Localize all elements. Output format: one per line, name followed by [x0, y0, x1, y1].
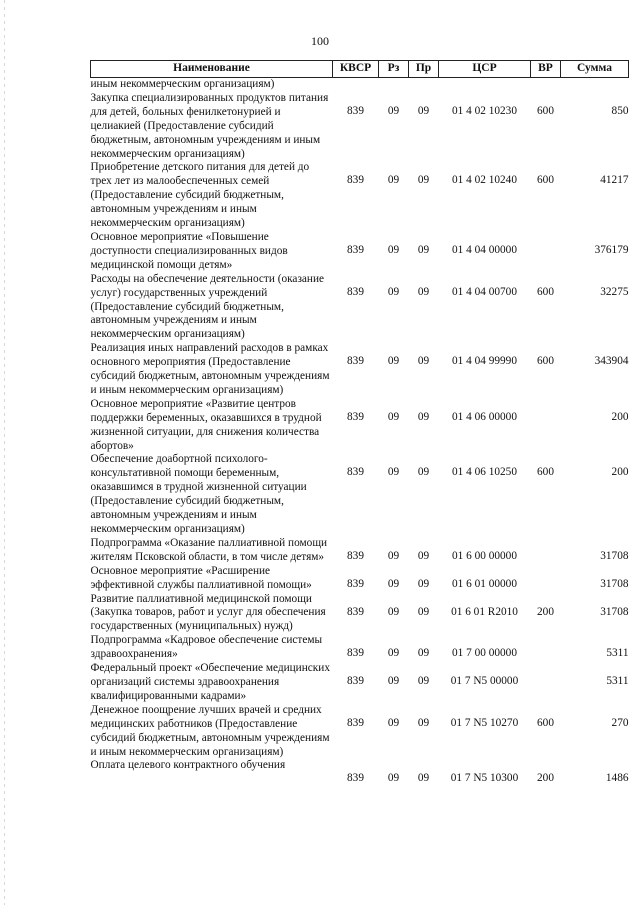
row-csr: 01 4 04 00700 — [452, 285, 517, 298]
row-rz: 09 — [387, 104, 400, 117]
row-pr: 09 — [417, 647, 430, 660]
row-pr: 09 — [417, 675, 430, 688]
row-vr — [531, 231, 561, 273]
row-vr: 600 — [537, 104, 554, 117]
row-rz: 09 — [387, 410, 400, 423]
header-vr: ВР — [531, 61, 561, 78]
row-csr: 01 6 00 00000 — [452, 549, 517, 562]
row-vr — [531, 565, 561, 593]
row-name: Основное мероприятие «Развитие центров поддержки беременных, оказавшихся в трудной жизненной ситуации, для снижения количества абортов» — [90, 397, 322, 452]
row-name: Расходы на обеспечение деятельности (оказание услуг) государственных учреждений (Предоставление субсидий бюджетным, автономным учреждениям и иным некоммерческим организациям) — [90, 272, 325, 341]
row-kvsr: 839 — [347, 466, 364, 479]
row-sum: 5311 — [606, 647, 629, 660]
header-kvsr: КВСР — [333, 61, 379, 78]
row-name: Приобретение детского питания для детей до трех лет из малообеспеченных семей (Предоставление субсидий бюджетным, автономным учреждениям и иным некоммерческим организациям) — [90, 161, 310, 230]
header-csr: ЦСР — [439, 61, 531, 78]
row-csr: 01 4 06 10250 — [452, 466, 517, 479]
row-csr: 01 7 N5 00000 — [450, 675, 519, 688]
row-vr — [531, 537, 561, 565]
table-row — [91, 759, 629, 786]
row-rz: 09 — [387, 675, 400, 688]
row-csr: 01 7 00 00000 — [452, 647, 517, 660]
row-pr: 09 — [417, 577, 430, 590]
row-rz: 09 — [387, 605, 400, 618]
row-sum: 41217 — [600, 174, 629, 187]
row-name: Основное мероприятие «Расширение эффективной службы паллиативной помощи» — [90, 564, 312, 591]
row-pr: 09 — [417, 716, 430, 729]
continuation-row — [91, 78, 629, 92]
header-sum: Сумма — [561, 61, 629, 78]
row-kvsr: 839 — [347, 243, 364, 256]
row-pr: 09 — [417, 605, 430, 618]
row-vr: 200 — [537, 605, 554, 618]
row-sum: 31708 — [600, 605, 629, 618]
row-sum: 200 — [611, 410, 629, 423]
row-name: Денежное поощрение лучших врачей и средних медицинских работников (Предоставление субсидий бюджетным, автономным учреждениям и иным некоммерческим организациям) — [90, 703, 330, 758]
table-row — [91, 92, 629, 162]
header-name: Наименование — [91, 61, 333, 78]
row-sum: 343904 — [594, 355, 629, 368]
table-row — [91, 453, 629, 536]
row-sum: 31708 — [600, 577, 629, 590]
row-name: Обеспечение доабортной психолого-консультативной помощи беременным, оказавшимся в трудной жизненной ситуации (Предоставление субсидий бюджетным, автономным учреждениям и иным некоммерческим организациям) — [90, 453, 307, 535]
table-row — [91, 161, 629, 231]
row-kvsr: 839 — [347, 647, 364, 660]
row-csr: 01 4 02 10240 — [452, 174, 517, 187]
row-vr — [531, 634, 561, 662]
table-row — [91, 273, 629, 343]
table-row — [91, 398, 629, 454]
row-sum: 31708 — [600, 549, 629, 562]
row-name: Подпрограмма «Оказание паллиативной помощи жителям Псковской области, в том числе детям» — [90, 536, 328, 563]
table-header-row — [91, 61, 629, 78]
row-vr: 200 — [537, 772, 554, 785]
row-name: Федеральный проект «Обеспечение медицинских организаций системы здравоохранения квалифицированными кадрами» — [90, 662, 330, 702]
scan-edge-artifact — [4, 0, 5, 905]
header-pr: Пр — [409, 61, 439, 78]
row-csr: 01 6 01 00000 — [452, 577, 517, 590]
row-kvsr: 839 — [347, 675, 364, 688]
row-vr: 600 — [537, 355, 554, 368]
row-vr: 600 — [537, 285, 554, 298]
row-csr: 01 4 04 99990 — [452, 355, 517, 368]
row-pr: 09 — [417, 466, 430, 479]
row-kvsr: 839 — [347, 285, 364, 298]
row-name: Основное мероприятие «Повышение доступности специализированных видов медицинской помощи детям» — [90, 230, 288, 271]
row-sum: 270 — [611, 716, 629, 729]
row-rz: 09 — [387, 243, 400, 256]
row-rz: 09 — [387, 285, 400, 298]
row-csr: 01 4 06 00000 — [452, 410, 517, 423]
table-row — [91, 662, 629, 704]
row-kvsr: 839 — [347, 410, 364, 423]
row-pr: 09 — [417, 410, 430, 423]
table-row — [91, 593, 629, 635]
row-rz: 09 — [387, 355, 400, 368]
row-rz: 09 — [387, 549, 400, 562]
row-csr: 01 7 N5 10300 — [450, 772, 519, 785]
row-rz: 09 — [387, 647, 400, 660]
budget-table — [90, 60, 629, 786]
row-kvsr: 839 — [347, 772, 364, 785]
row-csr: 01 4 04 00000 — [452, 243, 517, 256]
row-vr — [531, 398, 561, 454]
row-name: Закупка специализированных продуктов питания для детей, больных фенилкетонурией и целиакией (Предоставление субсидий бюджетным, автономным учреждениям и иным некоммерческим организациям) — [90, 91, 329, 160]
table-row — [91, 231, 629, 273]
row-sum: 5311 — [606, 675, 629, 688]
row-kvsr: 839 — [347, 355, 364, 368]
table-row — [91, 565, 629, 593]
row-pr: 09 — [417, 243, 430, 256]
row-sum: 850 — [611, 104, 629, 117]
row-rz: 09 — [387, 772, 400, 785]
row-vr — [531, 662, 561, 704]
row-rz: 09 — [387, 466, 400, 479]
table-row — [91, 634, 629, 662]
row-name: Развитие паллиативной медицинской помощи (Закупка товаров, работ и услуг для обеспечения государственных (муниципальных) нужд) — [90, 592, 326, 633]
row-kvsr: 839 — [347, 577, 364, 590]
row-name: Оплата целевого контрактного обучения — [90, 759, 286, 772]
row-sum: 200 — [611, 466, 629, 479]
row-pr: 09 — [417, 104, 430, 117]
row-rz: 09 — [387, 716, 400, 729]
table-row — [91, 537, 629, 565]
row-rz: 09 — [387, 174, 400, 187]
row-csr: 01 4 02 10230 — [452, 104, 517, 117]
row-kvsr: 839 — [347, 716, 364, 729]
row-sum: 376179 — [594, 243, 629, 256]
continuation-text: иным некоммерческим организациям) — [90, 78, 275, 90]
row-kvsr: 839 — [347, 549, 364, 562]
row-sum: 32275 — [600, 285, 629, 298]
page-number: 100 — [311, 34, 329, 48]
row-pr: 09 — [417, 285, 430, 298]
row-vr: 600 — [537, 466, 554, 479]
header-rz: Рз — [379, 61, 409, 78]
row-pr: 09 — [417, 174, 430, 187]
row-csr: 01 6 01 R2010 — [451, 605, 518, 618]
row-sum: 1486 — [605, 772, 629, 785]
row-name: Подпрограмма «Кадровое обеспечение системы здравоохранения» — [90, 634, 323, 661]
row-kvsr: 839 — [347, 174, 364, 187]
row-csr: 01 7 N5 10270 — [450, 716, 519, 729]
row-kvsr: 839 — [347, 605, 364, 618]
table-row — [91, 704, 629, 760]
row-kvsr: 839 — [347, 104, 364, 117]
row-vr: 600 — [537, 716, 554, 729]
row-pr: 09 — [417, 772, 430, 785]
row-vr: 600 — [537, 174, 554, 187]
row-name: Реализация иных направлений расходов в рамках основного мероприятия (Предоставление субсидий бюджетным, автономным учреждениям и иным некоммерческим организациям) — [90, 342, 330, 396]
table-row — [91, 342, 629, 398]
row-rz: 09 — [387, 577, 400, 590]
row-pr: 09 — [417, 355, 430, 368]
row-pr: 09 — [417, 549, 430, 562]
